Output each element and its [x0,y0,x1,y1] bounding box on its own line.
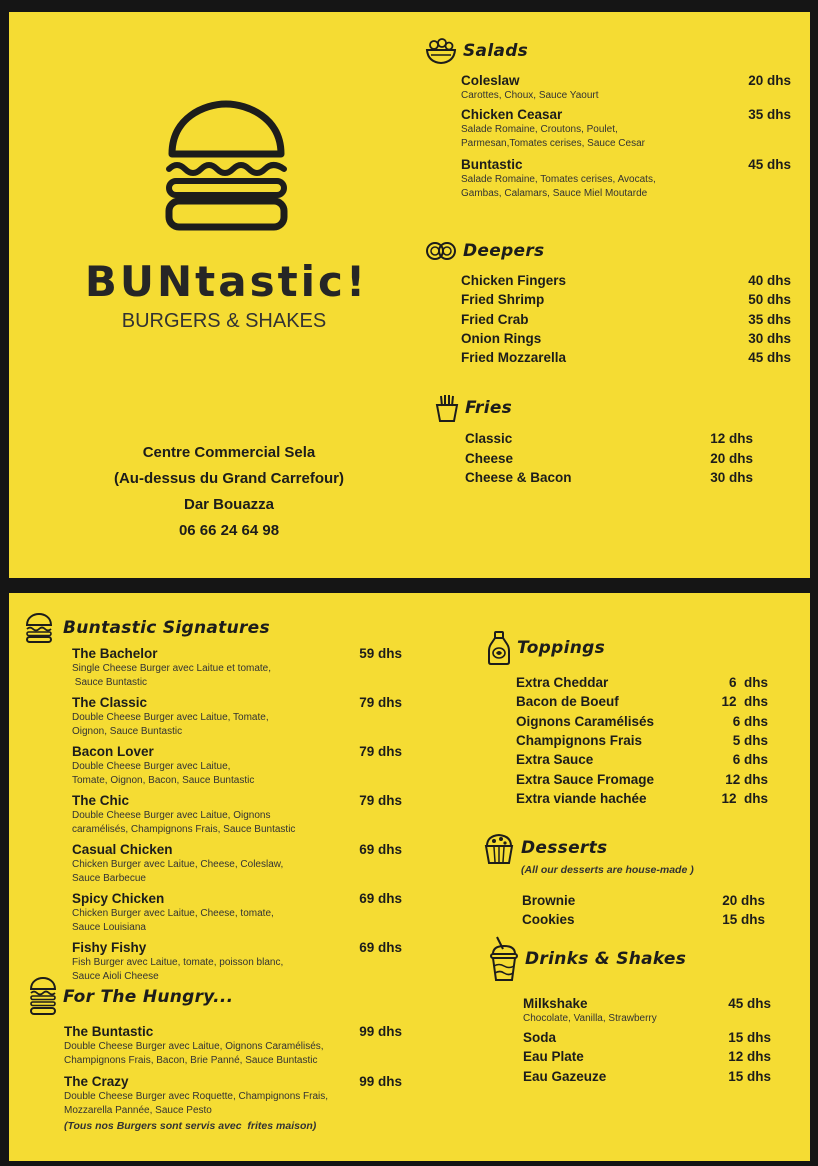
item-name: The Crazy [64,1074,129,1089]
section-fries [435,394,512,422]
menu-panel-top [9,12,810,578]
item-name: Fried Shrimp [461,292,545,307]
item-price: 12 dhs [721,791,768,806]
section-toppings [487,631,605,665]
section-drinks [489,936,686,982]
item-desc: Single Cheese Burger avec Laitue et tomate, [72,663,272,674]
item-name: Buntastic [461,157,523,172]
item-name: Cheese [465,451,514,466]
item-price: 5 dhs [732,733,768,748]
address-line-3: Dar Bouazza [183,496,275,513]
item-name: Extra viande hachée [516,791,647,806]
item-desc: Double Cheese Burger avec Laitue, [72,761,231,772]
item-price: 15 dhs [728,1069,771,1084]
item-name: Onion Rings [461,331,542,346]
item-price: 15 dhs [728,1030,771,1045]
section-title-fries: Fries [465,398,513,418]
salad-item [461,73,791,103]
item-price: 30 dhs [748,331,791,346]
item-price: 45 dhs [748,157,791,172]
deepers-item [461,350,791,366]
item-name: Oignons Caramélisés [516,714,655,729]
topping-item [516,714,768,730]
item-price: 20 dhs [722,893,765,908]
item-name: Fried Crab [461,312,529,327]
item-desc: Tomate, Oignon, Bacon, Sauce Buntastic [72,775,255,786]
item-name: Brownie [522,893,576,908]
item-price: 79 dhs [359,744,402,759]
brand-name: BUNtastic! [84,257,369,306]
item-desc: Salade Romaine, Tomates cerises, Avocats, [461,174,656,185]
item-price: 35 dhs [748,312,791,327]
signature-item [72,744,402,788]
signature-item [72,695,402,739]
phone-number: 06 66 24 64 98 [178,522,280,539]
fries-item [465,470,753,486]
fries-item [465,431,753,447]
drink-item [523,996,771,1026]
section-salads [425,36,528,66]
item-name: Eau Plate [523,1049,584,1064]
salad-bowl-icon [425,36,457,66]
item-desc: Double Cheese Burger avec Laitue, Oignons [72,810,271,821]
hungry-item [64,1074,402,1118]
item-name: Chicken Ceasar [461,107,563,122]
topping-item [516,772,768,788]
section-title-desserts: Desserts [521,838,608,858]
item-name: The Bachelor [72,646,158,661]
item-desc: Sauce Aioli Cheese [72,971,159,982]
item-price: 99 dhs [359,1074,402,1089]
topping-item [516,694,768,710]
item-price: 59 dhs [359,646,402,661]
item-price: 12 dhs [721,694,768,709]
section-title-hungry: For The Hungry... [63,987,234,1007]
topping-item [516,791,768,807]
hungry-item [64,1024,402,1068]
section-hungry [29,977,233,1017]
item-name: Bacon Lover [72,744,154,759]
item-price: 69 dhs [359,940,402,955]
item-price: 69 dhs [359,891,402,906]
item-price: 79 dhs [359,695,402,710]
item-desc: Fish Burger avec Laitue, tomate, poisson blanc, [72,957,284,968]
signature-item [72,793,402,837]
cupcake-icon [483,831,515,865]
item-name: Champignons Frais [516,733,643,748]
item-desc: Champignons Frais, Bacon, Brie Panné, Sauce Buntastic [64,1055,318,1066]
item-name: The Classic [72,695,148,710]
item-name: Coleslaw [461,73,520,88]
item-desc: Gambas, Calamars, Sauce Miel Moutarde [461,188,648,199]
drink-item [523,1049,771,1065]
item-price: 50 dhs [748,292,791,307]
deepers-item [461,312,791,328]
milkshake-icon [489,936,519,982]
item-price: 45 dhs [728,996,771,1011]
item-desc: Parmesan,Tomates cerises, Sauce Cesar [461,138,645,149]
drink-item [523,1069,771,1085]
menu-panel-bottom [9,593,810,1161]
item-desc: Chicken Burger avec Laitue, Cheese, tomate, [72,908,274,919]
item-price: 15 dhs [722,912,765,927]
topping-item [516,675,768,691]
item-price: 20 dhs [710,451,753,466]
address-line-1: Centre Commercial Sela [142,444,316,461]
item-price: 35 dhs [748,107,791,122]
section-title-signatures: Buntastic Signatures [63,618,270,638]
deepers-item [461,273,791,289]
section-deepers [425,238,544,264]
sauce-bottle-icon [487,631,511,665]
section-signatures [25,613,270,643]
item-name: Chicken Fingers [461,273,567,288]
item-name: Extra Sauce [516,752,594,767]
burger-icon [29,977,57,1017]
item-desc: Carottes, Choux, Sauce Yaourt [461,90,599,101]
item-name: Casual Chicken [72,842,173,857]
item-desc: Chicken Burger avec Laitue, Cheese, Coleslaw, [72,859,284,870]
item-price: 6 dhs [728,675,768,690]
item-desc: Sauce Barbecue [72,873,146,884]
item-name: Fried Mozzarella [461,350,567,365]
fries-item [465,451,753,467]
item-desc: caramélisés, Champignons Frais, Sauce Buntastic [72,824,296,835]
dessert-item [522,912,765,928]
item-name: The Chic [72,793,130,808]
item-desc: Salade Romaine, Croutons, Poulet, [461,124,618,135]
item-price: 20 dhs [748,73,791,88]
item-price: 40 dhs [748,273,791,288]
item-name: Soda [523,1030,557,1045]
item-desc: Sauce Louisiana [72,922,146,933]
item-price: 12 dhs [710,431,753,446]
burger-logo-icon [164,98,289,237]
item-desc: Double Cheese Burger avec Laitue, Oignons Caramélisés, [64,1041,324,1052]
salad-item [461,157,791,201]
desserts-note: (All our desserts are house-made ) [521,864,694,876]
section-desserts [483,831,607,865]
item-name: Extra Cheddar [516,675,609,690]
item-desc: Mozzarella Pannée, Sauce Pesto [64,1105,212,1116]
deepers-item [461,292,791,308]
item-name: Extra Sauce Fromage [516,772,655,787]
fries-note: (Tous nos Burgers sont servis avec frites maison) [64,1120,317,1132]
section-title-salads: Salads [463,41,529,61]
item-desc: Double Cheese Burger avec Roquette, Champignons Frais, [64,1091,329,1102]
signature-item [72,842,402,886]
fries-icon [435,394,459,422]
deepers-item [461,331,791,347]
item-price: 30 dhs [710,470,753,485]
item-desc: Chocolate, Vanilla, Strawberry [523,1013,657,1024]
item-name: Spicy Chicken [72,891,165,906]
item-name: Cookies [522,912,575,927]
section-title-toppings: Toppings [517,638,606,658]
item-price: 79 dhs [359,793,402,808]
signature-item [72,646,402,690]
section-title-drinks: Drinks & Shakes [525,949,687,969]
item-name: Cheese & Bacon [465,470,572,485]
brand-tagline: BURGERS & SHAKES [121,310,327,332]
item-price: 6 dhs [732,752,768,767]
item-name: Bacon de Boeuf [516,694,619,709]
item-desc: Double Cheese Burger avec Laitue, Tomate, [72,712,269,723]
onion-rings-icon [425,238,457,264]
burger-icon [25,613,53,643]
item-name: Eau Gazeuze [523,1069,607,1084]
signature-item [72,891,402,935]
item-price: 6 dhs [732,714,768,729]
item-name: Classic [465,431,513,446]
item-name: The Buntastic [64,1024,154,1039]
item-name: Fishy Fishy [72,940,147,955]
item-price: 69 dhs [359,842,402,857]
item-desc: Sauce Buntastic [72,677,148,688]
item-name: Milkshake [523,996,588,1011]
topping-item [516,733,768,749]
topping-item [516,752,768,768]
drink-item [523,1030,771,1046]
dessert-item [522,893,765,909]
salad-item [461,107,791,151]
item-desc: Oignon, Sauce Buntastic [72,726,183,737]
item-price: 45 dhs [748,350,791,365]
section-title-deepers: Deepers [463,241,545,261]
item-price: 12 dhs [725,772,768,787]
item-price: 99 dhs [359,1024,402,1039]
address-line-2: (Au-dessus du Grand Carrefour) [113,470,345,487]
item-price: 12 dhs [728,1049,771,1064]
